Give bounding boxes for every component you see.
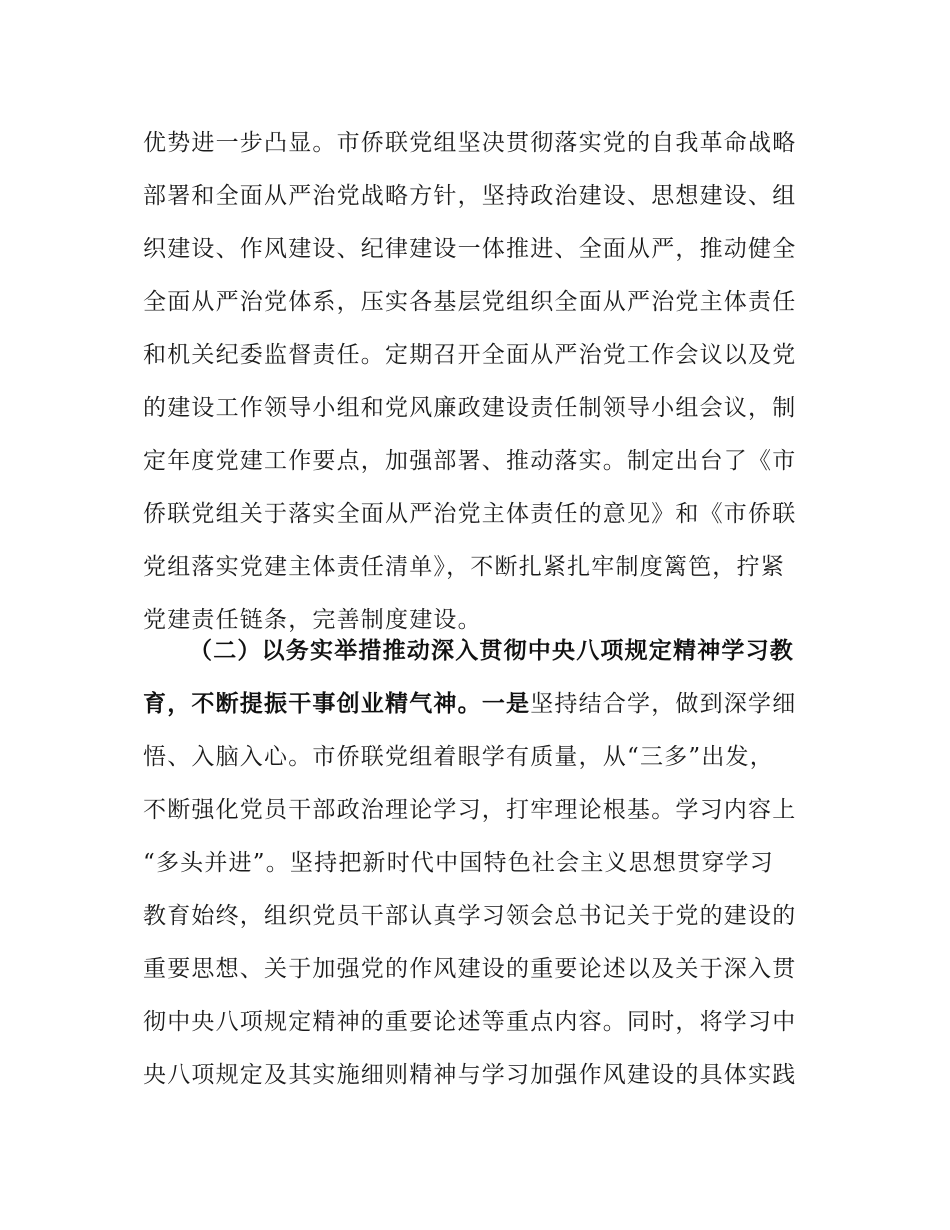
text-line: 教育始终，组织党员干部认真学习领会总书记关于党的建设的 xyxy=(143,903,797,929)
text-line: 部署和全面从严治党战略方针，坚持政治建设、思想建设、组 xyxy=(143,183,797,209)
paragraph-party-governance xyxy=(143,117,823,647)
text-line: 定年度党建工作要点，加强部署、推动落实。制定出台了《市 xyxy=(143,448,797,474)
text-line: 的建设工作领导小组和党风廉政建设责任制领导小组会议，制 xyxy=(143,395,797,421)
point-marker-one: 一是 xyxy=(481,691,531,717)
text-line: 不断强化党员干部政治理论学习，打牢理论根基。学习内容上 xyxy=(143,797,797,823)
text-line: 优势进一步凸显。市侨联党组坚决贯彻落实党的自我革命战略 xyxy=(143,130,797,156)
text-line: 全面从严治党体系，压实各基层党组织全面从严治党主体责任 xyxy=(143,289,797,315)
section-heading: （二）以务实举措推动深入贯彻中央八项规定精神学习教 xyxy=(189,638,794,664)
paragraph-eight-point-regulations xyxy=(143,625,823,1102)
text-line: 央八项规定及其实施细则精神与学习加强作风建设的具体实践 xyxy=(143,1062,797,1088)
text-line: 侨联党组关于落实全面从严治党主体责任的意见》和《市侨联 xyxy=(143,501,797,527)
text-line: “多头并进”。坚持把新时代中国特色社会主义思想贯穿学习 xyxy=(143,850,774,876)
text-line: 织建设、作风建设、纪律建设一体推进、全面从严，推动健全 xyxy=(143,236,797,262)
text-line: 党建责任链条，完善制度建设。 xyxy=(143,607,482,633)
text-line: 和机关纪委监督责任。定期召开全面从严治党工作会议以及党 xyxy=(143,342,797,368)
text-line: 重要思想、关于加强党的作风建设的重要论述以及关于深入贯 xyxy=(143,956,797,982)
text-line: 悟、入脑入心。市侨联党组着眼学有质量，从“三多”出发， xyxy=(143,744,774,770)
text-line-heading-continuation xyxy=(143,678,823,731)
text-line: 党组落实党建主体责任清单》，不断扎紧扎牢制度篱笆，拧紧 xyxy=(143,554,785,580)
text-line: 彻中央八项规定精神的重要论述等重点内容。同时，将学习中 xyxy=(143,1009,797,1035)
text-run: 坚持结合学，做到深学细 xyxy=(530,691,797,717)
section-heading-continuation: 育，不断提振干事创业精气神。 xyxy=(143,691,482,717)
